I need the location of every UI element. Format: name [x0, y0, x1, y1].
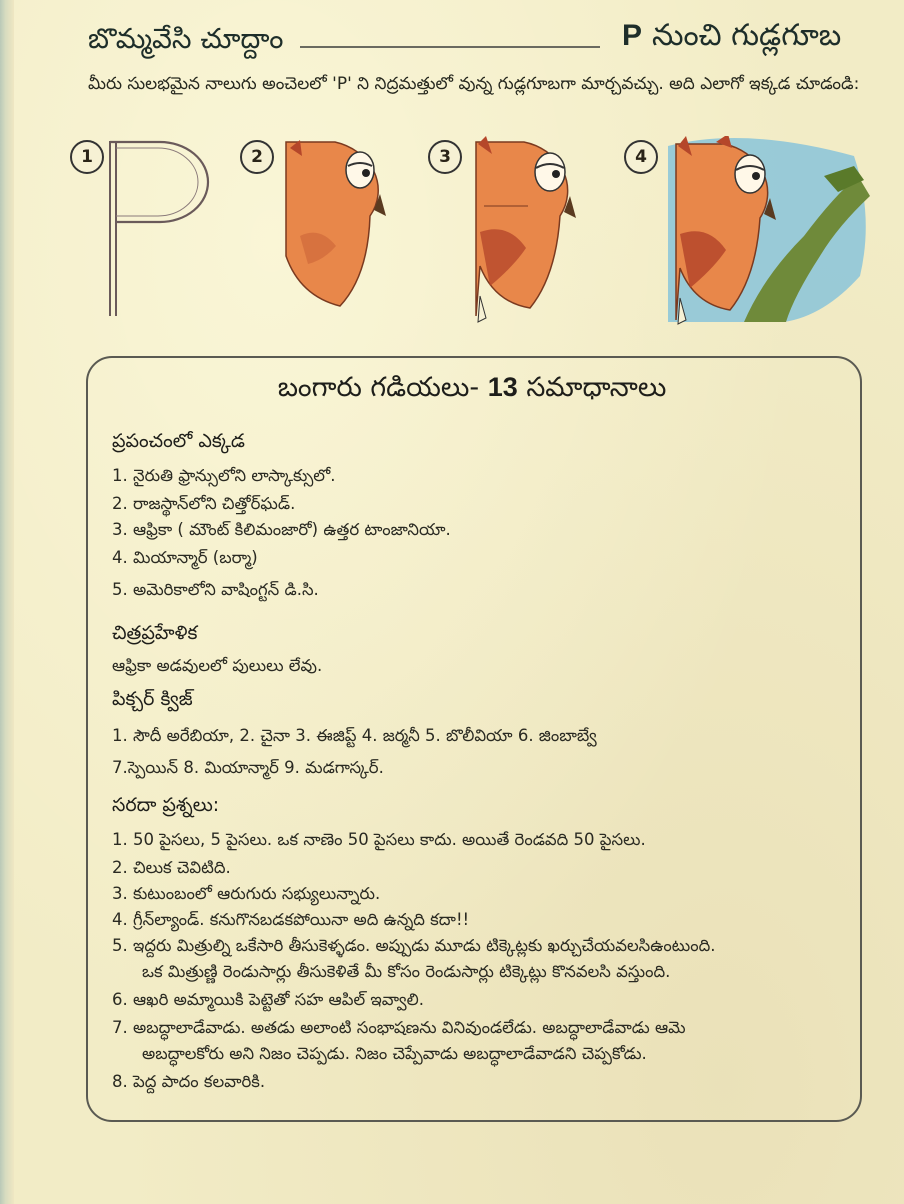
answer-line: 1. 50 పైసలు, 5 పైసలు. ఒక నాణెం 50 పైసలు కాదు. అయితే రెండవది 50 పైసలు.	[112, 830, 646, 849]
header-right-title	[622, 18, 841, 60]
step-number-1: 1	[70, 140, 104, 174]
answer-line: 7. అబద్ధాలాడేవాడు. అతడు అలాంటి సంభాషణను వినివుండలేడు. అబద్ధాలాడేవాడు ఆమె	[112, 1018, 686, 1037]
answer-line: 5. అమెరికాలోని వాషింగ్టన్ డి.సి.	[112, 580, 319, 599]
section-heading-where-in-world: ప్రపంచంలో ఎక్కడ	[112, 430, 245, 452]
answer-line: 7.స్పెయిన్ 8. మియాన్మార్ 9. మడగాస్కర్.	[112, 758, 384, 777]
drawing-step-1	[70, 136, 260, 326]
answer-line: 5. ఇద్దరు మిత్రుల్ని ఒకేసారి తీసుకెళ్ళడం. అప్పుడు మూడు టిక్కెట్లకు ఖర్చుచేయవలసిఉంటుంది.	[112, 936, 716, 955]
answers-title-suffix: సమాధానాలు	[526, 372, 667, 403]
answer-line: 3. ఆఫ్రికా ( మౌంట్ కిలిమంజారో) ఉత్తర టాంజానియా.	[112, 520, 451, 539]
step-number-2: 2	[240, 140, 274, 174]
drawing-step-2	[240, 136, 430, 326]
answer-line: 2. రాజస్థాన్‌లోని చిత్తోర్‌ఘడ్.	[112, 494, 296, 513]
header-owl-title: నుంచి గుడ్లగూబ	[652, 18, 842, 53]
section-heading-picture-quiz: పిక్చర్ క్విజ్	[112, 688, 193, 710]
answer-line: 2. చిలుక చెవిటిది.	[112, 858, 231, 877]
answer-line: 4. గ్రీన్‌ల్యాండ్. కనుగొనబడకపోయినా అది ఉన్నది కదా!!	[112, 910, 470, 929]
step-number-3: 3	[428, 140, 462, 174]
answer-line: 3. కుటుంబంలో ఆరుగురు సభ్యులున్నారు.	[112, 884, 381, 903]
answer-line: 1. నైరుతి ఫ్రాన్సులోని లాస్కాక్సులో.	[112, 466, 336, 485]
page-spine	[0, 0, 14, 1204]
section-heading-picture-puzzle: చిత్రప్రహేళిక	[112, 622, 198, 644]
step-number-4: 4	[624, 140, 658, 174]
header-letter-p: P	[622, 19, 643, 52]
answer-line: 6. ఆఖరి అమ్మాయికి పెట్టెతో సహ ఆపిల్ ఇవ్వాలి.	[112, 990, 424, 1009]
drawing-step-3	[428, 136, 618, 326]
answers-title	[86, 372, 858, 410]
drawing-step-4	[624, 136, 874, 326]
section-heading-fun-questions: సరదా ప్రశ్నలు:	[112, 794, 220, 816]
answer-line: 1. సౌదీ అరేబియా, 2. చైనా 3. ఈజిప్ట్ 4. జర్మనీ 5. బొలీవియా 6. జింబాబ్వే	[112, 726, 597, 745]
answer-line: 4. మియాన్మార్ (బర్మా)	[112, 548, 258, 567]
answers-title-number: 13	[487, 372, 518, 402]
header-left-title: బొమ్మవేసి చూద్దాం	[88, 22, 284, 55]
answers-title-prefix: బంగారు గడియలు-	[277, 372, 480, 403]
owl-colored-on-branch-drawing	[624, 136, 874, 326]
header-divider	[300, 46, 600, 48]
answer-line-continued: అబద్ధాలకోరు అని నిజం చెప్పడు. నిజం చెప్పేవాడు అబద్ధాలాడేవాడని చెప్పకోడు.	[142, 1044, 647, 1063]
intro-text: మీరు సులభమైన నాలుగు అంచెలలో 'P' ని నిద్రమత్తులో వున్న గుడ్లగూబగా మార్చవచ్చు. అది ఎలాగో ఇక్కడ చూడండి:	[88, 74, 860, 94]
answer-line-continued: ఒక మిత్రుణ్ణి రెండుసార్లు తీసుకెళితే మీ కోసం రెండుసార్లు టిక్కెట్లు కొనవలసి వస్తుంది.	[142, 962, 671, 981]
answer-line: 8. పెద్ద పాదం కలవారికి.	[112, 1072, 266, 1091]
answer-line: ఆఫ్రికా అడవులలో పులులు లేవు.	[112, 656, 323, 675]
